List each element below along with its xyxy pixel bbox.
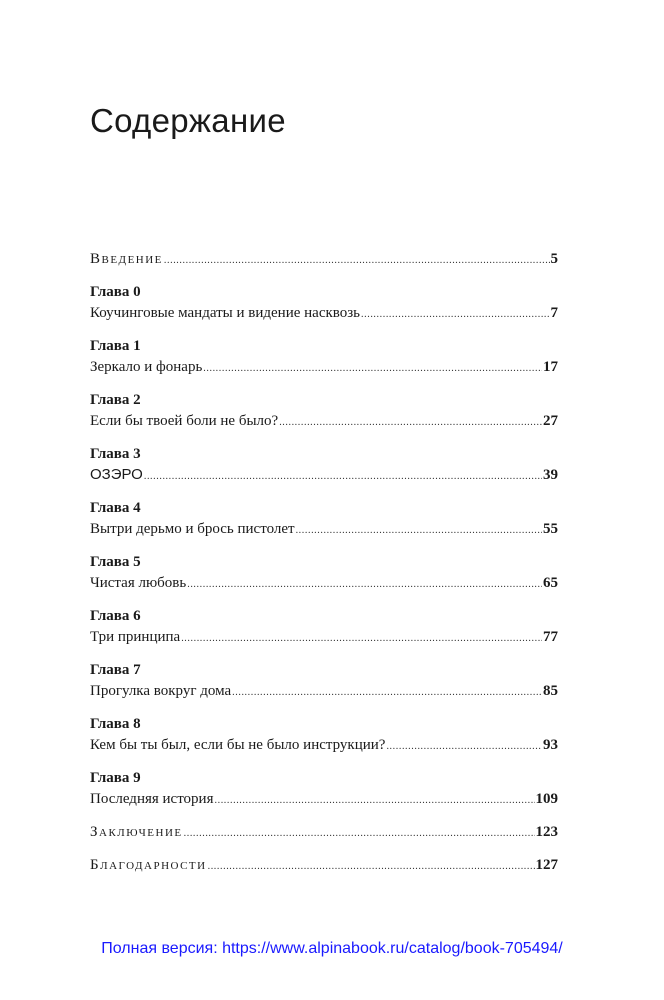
dot-leader	[296, 522, 542, 540]
toc-entry-conclusion[interactable]	[90, 823, 558, 841]
toc-chapter-3[interactable]	[90, 445, 558, 484]
toc-page-number: 109	[535, 791, 558, 807]
toc-chapter-0[interactable]	[90, 283, 558, 322]
toc-page-number: 127	[535, 857, 558, 873]
dot-leader	[361, 306, 549, 324]
table-of-contents	[90, 250, 558, 889]
chapter-label: Глава 1	[90, 338, 141, 354]
toc-chapter-6[interactable]	[90, 607, 558, 646]
dot-leader	[208, 858, 535, 876]
chapter-title: Вытри дерьмо и брось пистолет	[90, 521, 295, 537]
toc-page-number: 85	[543, 683, 558, 699]
chapter-title: Кем бы ты был, если бы не было инструкции?	[90, 737, 386, 753]
dot-leader	[203, 360, 542, 378]
toc-page-number: 55	[543, 521, 558, 537]
page-title: Содержание	[90, 102, 286, 139]
chapter-label: Глава 3	[90, 446, 141, 462]
dot-leader	[215, 792, 535, 810]
dot-leader	[279, 414, 542, 432]
chapter-label: Глава 4	[90, 500, 141, 516]
chapter-title: Три принципа	[90, 629, 181, 645]
chapter-label: Глава 6	[90, 608, 141, 624]
chapter-label: Глава 2	[90, 392, 141, 408]
dot-leader	[164, 252, 550, 270]
dot-leader	[187, 576, 542, 594]
toc-page-number: 17	[543, 359, 558, 375]
toc-page-number: 5	[550, 251, 558, 267]
chapter-label: Глава 9	[90, 770, 141, 786]
toc-page-number: 39	[543, 467, 558, 483]
chapter-label: Глава 0	[90, 284, 141, 300]
toc-chapter-1[interactable]	[90, 337, 558, 376]
toc-entry-label: Заключение	[90, 824, 183, 840]
toc-chapter-7[interactable]	[90, 661, 558, 700]
toc-page-number: 27	[543, 413, 558, 429]
toc-page-number: 93	[543, 737, 558, 753]
toc-entry-label: Введение	[90, 251, 163, 267]
chapter-label: Глава 5	[90, 554, 141, 570]
toc-page-number: 7	[550, 305, 558, 321]
dot-leader	[144, 468, 542, 486]
chapter-title: Коучинговые мандаты и видение насквозь	[90, 305, 361, 321]
toc-chapter-9[interactable]	[90, 769, 558, 808]
chapter-label: Глава 8	[90, 716, 141, 732]
toc-chapter-2[interactable]	[90, 391, 558, 430]
chapter-title: Чистая любовь	[90, 575, 187, 591]
chapter-title: Зеркало и фонарь	[90, 359, 203, 375]
toc-entry-label: Благодарности	[90, 857, 207, 873]
chapter-title: Если бы твоей боли не было?	[90, 413, 279, 429]
dot-leader	[184, 825, 535, 843]
chapter-title: Последняя история	[90, 791, 214, 807]
toc-chapter-5[interactable]	[90, 553, 558, 592]
toc-page-number: 65	[543, 575, 558, 591]
toc-entry-acknowledgements[interactable]	[90, 856, 558, 874]
toc-entry-intro[interactable]	[90, 250, 558, 268]
toc-chapter-8[interactable]	[90, 715, 558, 754]
full-version-link[interactable]: Полная версия: https://www.alpinabook.ru/catalog/book-705494/	[101, 940, 563, 957]
toc-chapter-4[interactable]	[90, 499, 558, 538]
toc-page-number: 77	[543, 629, 558, 645]
dot-leader	[232, 684, 542, 702]
chapter-title: Прогулка вокруг дома	[90, 683, 232, 699]
toc-page-number: 123	[535, 824, 558, 840]
chapter-label: Глава 7	[90, 662, 141, 678]
dot-leader	[181, 630, 542, 648]
chapter-title: ОЗЭРО	[90, 466, 143, 483]
dot-leader	[386, 738, 542, 756]
